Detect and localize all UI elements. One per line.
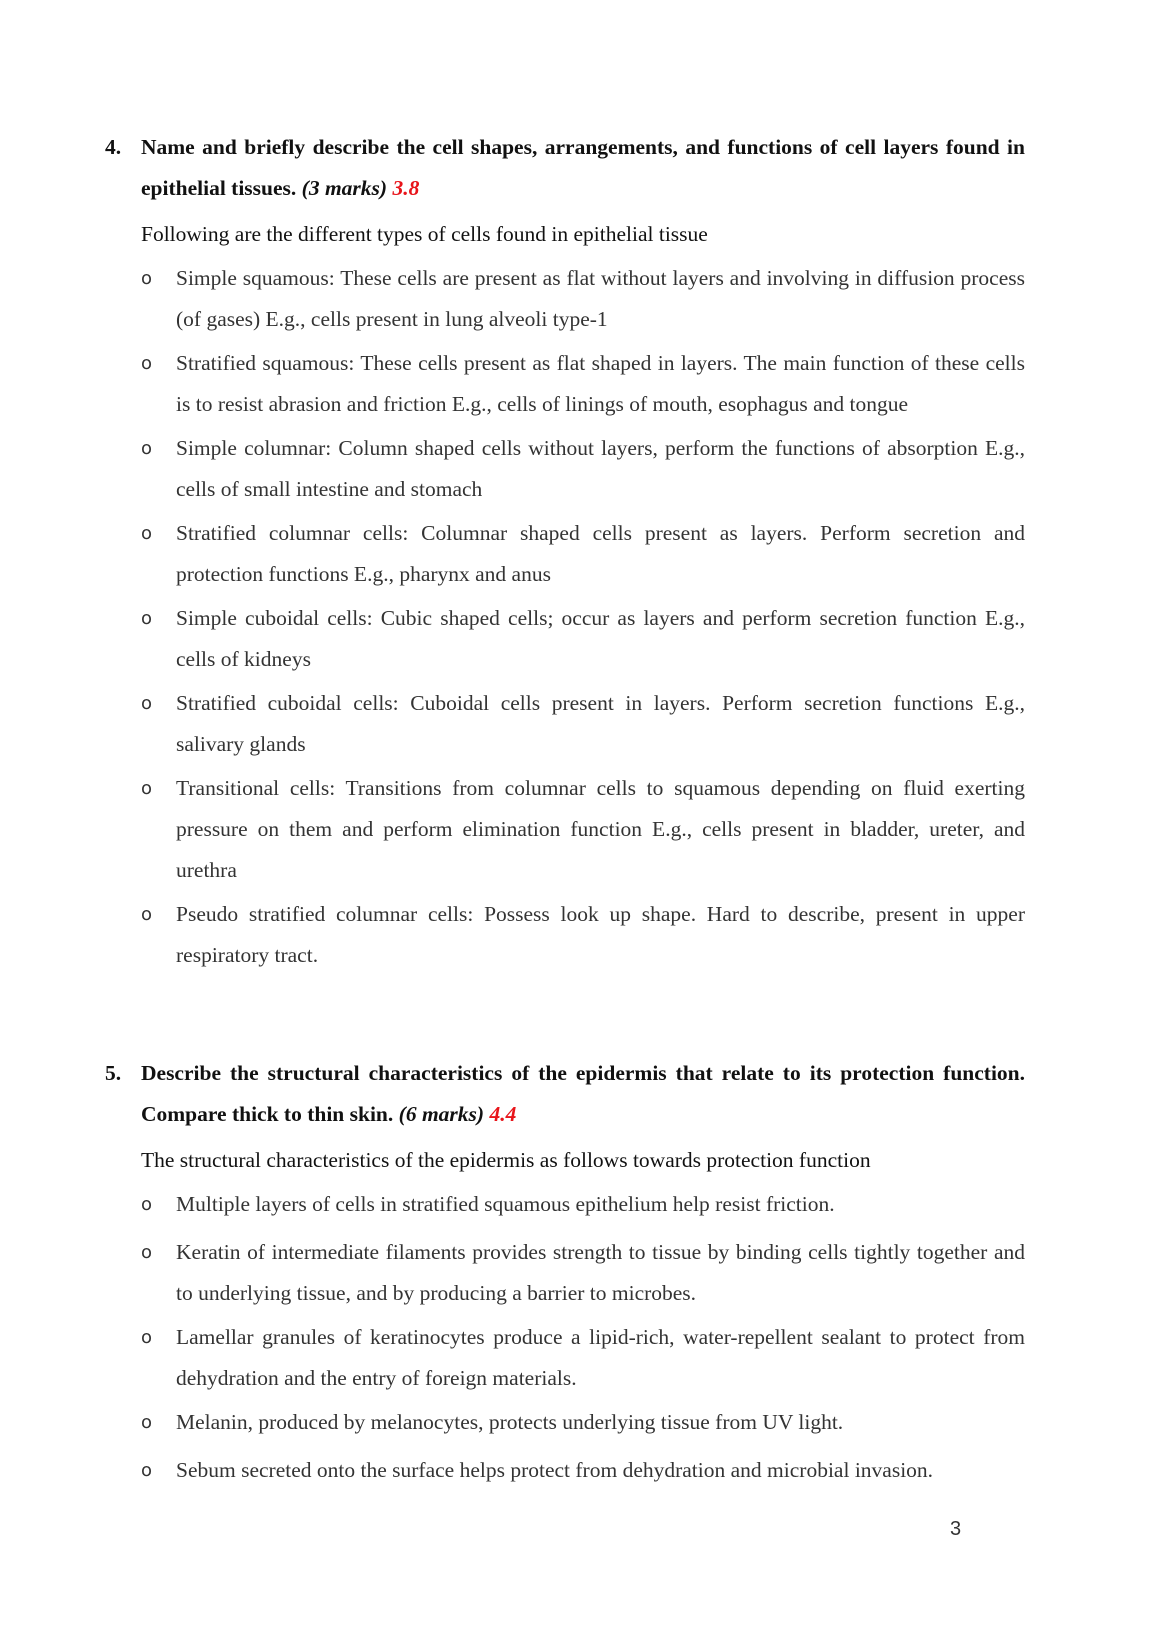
question-5-title: Describe the structural characteristics of the epidermis that relate to its protection function. Compare thick to thin skin. (141, 1061, 1025, 1126)
question-4 (105, 127, 1025, 976)
list-item (141, 894, 1025, 976)
list-item-text: Stratified cuboidal cells: Cuboidal cells present in layers. Perform secretion functions E.g., salivary glands (176, 691, 1025, 756)
list-item-text: Transitional cells: Transitions from columnar cells to squamous depending on fluid exerting pressure on them and perform elimination function E.g., cells present in bladder, ureter, and urethra (176, 776, 1025, 882)
list-item (141, 513, 1025, 595)
bullet-icon: o (141, 904, 153, 925)
list-item-text: Simple cuboidal cells: Cubic shaped cells; occur as layers and perform secretion function E.g., cells of kidneys (176, 606, 1025, 671)
list-item-text: Stratified squamous: These cells present as flat shaped in layers. The main function of these cells is to resist abrasion and friction E.g., cells of linings of mouth, esophagus and tongue (176, 351, 1025, 416)
list-item-text: Keratin of intermediate filaments provides strength to tissue by binding cells tightly together and to underlying tissue, and by producing a barrier to microbes. (176, 1240, 1025, 1305)
bullet-icon: o (141, 1242, 153, 1263)
page-number: 3 (950, 1518, 962, 1540)
bullet-icon: o (141, 608, 153, 629)
question-5-number: 5. (105, 1061, 122, 1085)
bullet-icon: o (141, 438, 153, 459)
list-item (141, 598, 1025, 680)
list-item-text: Sebum secreted onto the surface helps protect from dehydration and microbial invasion. (176, 1458, 934, 1482)
question-4-bullet-list (141, 258, 1025, 976)
list-item (141, 683, 1025, 765)
question-5-score: 4.4 (489, 1102, 517, 1126)
question-5-heading (105, 1053, 1025, 1135)
list-item (141, 1402, 1025, 1443)
list-item-text: Pseudo stratified columnar cells: Possess look up shape. Hard to describe, present in upper respiratory tract. (176, 902, 1025, 967)
question-4-intro: Following are the different types of cells found in epithelial tissue (141, 222, 708, 246)
bullet-icon: o (141, 1412, 153, 1433)
list-item (141, 768, 1025, 891)
list-item-text: Melanin, produced by melanocytes, protects underlying tissue from UV light. (176, 1410, 844, 1434)
bullet-icon: o (141, 523, 153, 544)
list-item-text: Lamellar granules of keratinocytes produce a lipid-rich, water-repellent sealant to protect from dehydration and the entry of foreign materials. (176, 1325, 1025, 1390)
question-5-bullet-list (141, 1184, 1025, 1491)
list-item (141, 343, 1025, 425)
list-item-text: Stratified columnar cells: Columnar shaped cells present as layers. Perform secretion and protection functions E.g., pharynx and anus (176, 521, 1025, 586)
list-item-text: Simple columnar: Column shaped cells without layers, perform the functions of absorption E.g., cells of small intestine and stomach (176, 436, 1025, 501)
bullet-icon: o (141, 693, 153, 714)
list-item (141, 258, 1025, 340)
question-4-heading (105, 127, 1025, 209)
list-item (141, 1450, 1025, 1491)
list-item-text: Simple squamous: These cells are present as flat without layers and involving in diffusion process (of gases) E.g., cells present in lung alveoli type-1 (176, 266, 1025, 331)
list-item-text: Multiple layers of cells in stratified squamous epithelium help resist friction. (176, 1192, 835, 1216)
question-4-number: 4. (105, 135, 122, 159)
list-item (141, 428, 1025, 510)
question-4-marks: (3 marks) (301, 176, 388, 200)
bullet-icon: o (141, 353, 153, 374)
question-5 (105, 1053, 1025, 1491)
list-item (141, 1317, 1025, 1399)
question-5-marks: (6 marks) (398, 1102, 485, 1126)
question-4-score: 3.8 (392, 176, 420, 200)
list-item (141, 1184, 1025, 1225)
bullet-icon: o (141, 1460, 153, 1481)
question-5-intro: The structural characteristics of the epidermis as follows towards protection function (141, 1148, 871, 1172)
bullet-icon: o (141, 1327, 153, 1348)
bullet-icon: o (141, 268, 153, 289)
question-4-title: Name and briefly describe the cell shapes, arrangements, and functions of cell layers found in epithelial tissues. (141, 135, 1025, 200)
bullet-icon: o (141, 778, 153, 799)
list-item (141, 1232, 1025, 1314)
bullet-icon: o (141, 1194, 153, 1215)
